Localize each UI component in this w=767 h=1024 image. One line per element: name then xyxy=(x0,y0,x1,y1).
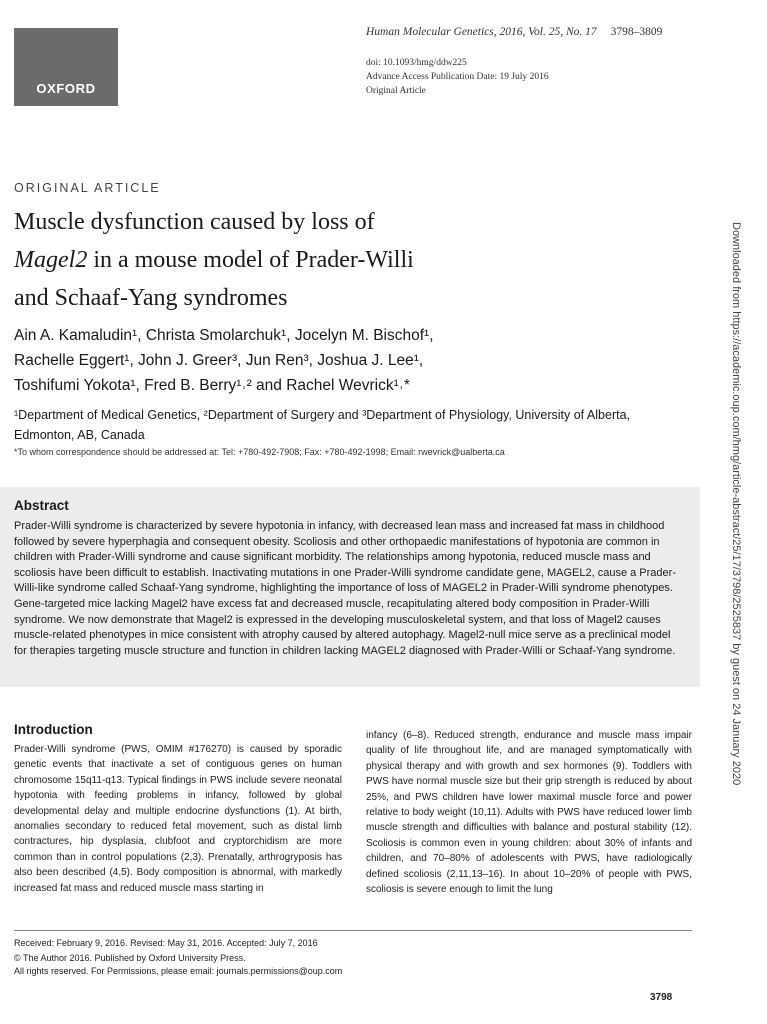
affiliations: ¹Department of Medical Genetics, ²Department of Surgery and ³Department of Physiology, University of Alberta, Edmonton, AB, Canada xyxy=(14,408,631,442)
authors-line-1: Ain A. Kamaludin¹, Christa Smolarchuk¹, Jocelyn M. Bischof¹, xyxy=(14,327,434,344)
rights-line: All rights reserved. For Permissions, please email: journals.permissions@oup.com xyxy=(14,966,343,976)
title-part-1: Muscle dysfunction caused by loss of xyxy=(14,209,375,235)
journal-name: Human Molecular Genetics, 2016, Vol. 25, No. 17 xyxy=(366,26,597,38)
doi[interactable]: doi: 10.1093/hmg/ddw225 xyxy=(366,58,467,68)
advance-access-date: Advance Access Publication Date: 19 July 2016 xyxy=(366,72,549,82)
page-number: 3798 xyxy=(650,992,673,1003)
correspondence-note: *To whom correspondence should be addressed at: Tel: +780-492-7908; Fax: +780-492-1998; Email: rwevrick@ualberta.ca xyxy=(14,447,505,457)
author-list xyxy=(14,323,624,398)
introduction-right-column: infancy (6–8). Reduced strength, endurance and muscle mass impair quality of life throughout life, and are managed symptomatically with physical therapy and with growth and sex hormones (9). Toddlers with PWS have normal muscle size but their grip strength is reduced by about 25%, and PWS children have lower maximal muscle force and power relative to body weight (10,11). Adults with PWS have reduced lower limb muscle strength and difficulties with balance and postural stability (12). Scoliosis is common even in young children: about 30% of infants and children, and 70–80% of adolescents with PWS, have radiologically defined scoliosis (2,11,13–16). In about 10–20% of people with PWS, scoliosis is severe enough to limit the lung xyxy=(366,730,692,896)
authors-line-2: Rachelle Eggert¹, John J. Greer³, Jun Ren³, Joshua J. Lee¹, xyxy=(14,352,424,369)
abstract-text: Prader-Willi syndrome is characterized by severe hypotonia in infancy, with decreased lean mass and increased fat mass in childhood followed by severe hyperphagia and consequent obesity. Scoliosis and other orthopaedic manifestations of hypotonia are common in children with Prader-Willi syndrome and cause significant morbidity. The relationships among hypotonia, reduced muscle mass and scoliosis have been difficult to establish. Inactivating mutations in one Prader-Willi syndrome candidate gene, MAGEL2, cause a Prader-Willi-like syndrome called Schaaf-Yang syndrome, highlighting the importance of loss of MAGEL2 in Prader-Willi syndrome phenotypes. Gene-targeted mice lacking Magel2 have excess fat and decreased muscle, recapitulating altered body composition in Prader-Willi syndrome. We now demonstrate that Magel2 is expressed in the developing musculoskeletal system, and that loss of Magel2 causes muscle-related phenotypes in mice consistent with atrophy caused by altered autophagy. Magel2-null mice serve as a preclinical model for therapies targeting muscle structure and function in children lacking MAGEL2 diagnosed with Prader-Willi or Schaaf-Yang syndrome. xyxy=(14,520,676,657)
received-dates: Received: February 9, 2016. Revised: May 31, 2016. Accepted: July 7, 2016 xyxy=(14,938,318,948)
page-range: 3798–3809 xyxy=(610,26,663,38)
logo-text: OXFORD xyxy=(36,81,96,96)
article-title xyxy=(14,203,574,317)
journal-citation xyxy=(366,26,662,38)
title-part-3: and Schaaf-Yang syndromes xyxy=(14,285,288,311)
introduction-left-column: Prader-Willi syndrome (PWS, OMIM #176270) is caused by sporadic genetic events that inactivate a set of contiguous genes on human chromosome 15q11-q13. Typical findings in PWS include severe neonatal hypotonia with feeding problems in infancy, followed by global developmental delay and multiple endocrine dysfunctions (1). At birth, anomalies secondary to reduced fetal movement, such as distal limb contractures, hip dysplasia, clubfoot and cryptorchidism are more common than in control populations (2,3). Prenatally, arthrogryposis has also been described (4,5). Body composition is abnormal, with markedly increased fat mass and reduced muscle mass starting in xyxy=(14,744,342,894)
title-part-2: in a mouse model of Prader-Willi xyxy=(87,247,414,273)
oxford-logo xyxy=(14,28,118,106)
footer-divider xyxy=(14,930,692,931)
copyright-line: © The Author 2016. Published by Oxford University Press. xyxy=(14,953,246,963)
abstract-heading: Abstract xyxy=(14,498,69,513)
title-gene: Magel2 xyxy=(14,247,88,273)
introduction-heading: Introduction xyxy=(14,722,93,737)
article-type-label: ORIGINAL ARTICLE xyxy=(14,181,161,195)
download-source-note: Downloaded from https://academic.oup.com/hmg/article-abstract/25/17/3798/2525837 by guest on 24 January 2020 xyxy=(730,222,742,786)
authors-line-3: Toshifumi Yokota¹, Fred B. Berry¹˒² and Rachel Wevrick¹˒* xyxy=(14,377,410,394)
article-category: Original Article xyxy=(366,86,426,96)
